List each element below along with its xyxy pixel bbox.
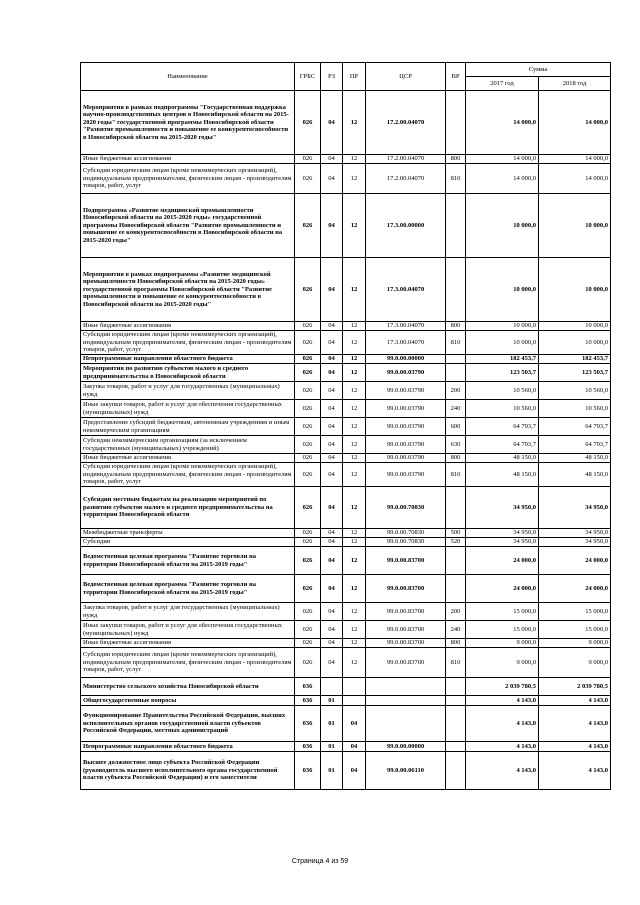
row-csr: 99.0.00.83700 [366,648,446,678]
row-rz: 04 [321,487,343,529]
table-row [81,648,611,678]
row-csr: 17.3.00.04070 [366,331,446,355]
row-csr: 99.0.00.83700 [366,547,446,575]
header-sum: Сумма [466,63,611,77]
table-row [81,322,611,331]
page-footer: Страница 4 из 59 [291,858,349,865]
row-sum-2017: 14 000,0 [466,155,539,164]
row-sum-2018: 48 150,0 [539,463,611,487]
table-row [81,706,611,742]
row-vr [446,487,466,529]
row-vr: 200 [446,603,466,621]
row-vr [446,678,466,696]
row-sum-2018: 34 950,0 [539,529,611,538]
row-csr: 99.0.00.00000 [366,355,446,364]
row-rz: 04 [321,258,343,322]
row-sum-2018: 15 000,0 [539,603,611,621]
row-vr: 520 [446,538,466,547]
row-rz: 04 [321,648,343,678]
row-vr [446,696,466,706]
row-vr [446,194,466,258]
row-pr: 12 [343,538,366,547]
row-name: Ведомственная целевая программа "Развитие торговли на территории Новосибирской области на 2015-2019 годы" [81,547,295,575]
row-sum-2017: 24 000,0 [466,575,539,603]
row-rz: 04 [321,436,343,454]
row-csr: 99.0.00.06110 [366,752,446,790]
row-vr: 810 [446,164,466,194]
row-vr: 800 [446,639,466,648]
row-name: Мероприятия в рамках подпрограммы «Развитие медицинской промышленности Новосибирской области на 2015-2020 годы» государственной программы Новосибирской области "Развитие промышленности и повышение ее конкурентоспособности в Новосибирской области на 2015-2020 годы" [81,258,295,322]
row-sum-2017: 10 000,0 [466,322,539,331]
table-row [81,575,611,603]
table-row [81,331,611,355]
row-grbs: 026 [295,258,321,322]
row-sum-2018: 10 560,0 [539,382,611,400]
row-sum-2018: 4 143,0 [539,742,611,752]
row-sum-2017: 34 950,0 [466,487,539,529]
row-rz: 04 [321,529,343,538]
row-grbs: 026 [295,621,321,639]
row-pr: 12 [343,487,366,529]
row-vr: 810 [446,463,466,487]
row-vr: 200 [446,382,466,400]
row-vr: 630 [446,436,466,454]
row-grbs: 026 [295,400,321,418]
row-pr [343,696,366,706]
row-name: Подпрограмма «Развитие медицинской промышленности Новосибирской области на 2015-2020 годы» государственной программы Новосибирской области "Развитие промышленности и повышение ее конкурентоспособности в Новосибирской области на 2015-2020 годы" [81,194,295,258]
row-name: Субсидии юридическим лицам (кроме некоммерческих организаций), индивидуальным предпринимателям, физическим лицам - производителям товаров, работ, услуг [81,648,295,678]
row-name: Субсидии юридическим лицам (кроме некоммерческих организаций), индивидуальным предпринимателям, физическим лицам - производителям товаров, работ, услуг [81,331,295,355]
header-grbs: ГРБС [295,63,321,91]
row-csr: 99.0.00.03790 [366,382,446,400]
row-sum-2017: 24 000,0 [466,547,539,575]
row-rz: 04 [321,91,343,155]
row-name: Общегосударственные вопросы [81,696,295,706]
row-vr [446,258,466,322]
row-name: Закупка товаров, работ и услуг для государственных (муниципальных) нужд [81,603,295,621]
row-vr: 500 [446,529,466,538]
row-vr [446,355,466,364]
row-pr: 12 [343,91,366,155]
row-sum-2017: 182 453,7 [466,355,539,364]
row-csr [366,696,446,706]
row-rz: 01 [321,706,343,742]
row-pr: 12 [343,382,366,400]
row-sum-2017: 48 150,0 [466,463,539,487]
row-vr [446,547,466,575]
row-sum-2017: 10 560,0 [466,400,539,418]
row-name: Субсидии местным бюджетам на реализацию мероприятий по развитию субъектов малого и среднего предпринимательства на территории Новосибирской области [81,487,295,529]
row-grbs: 026 [295,91,321,155]
header-name: Наименование [81,63,295,91]
row-sum-2017: 10 000,0 [466,331,539,355]
row-grbs: 026 [295,603,321,621]
row-sum-2018: 10 560,0 [539,400,611,418]
row-rz: 01 [321,742,343,752]
row-csr: 99.0.00.83700 [366,603,446,621]
row-rz: 04 [321,382,343,400]
row-pr: 04 [343,706,366,742]
row-pr: 12 [343,418,366,436]
row-sum-2018: 14 000,0 [539,155,611,164]
row-grbs: 026 [295,331,321,355]
table-row [81,400,611,418]
row-sum-2017: 10 000,0 [466,194,539,258]
row-grbs: 026 [295,538,321,547]
row-rz: 04 [321,155,343,164]
row-csr: 99.0.00.03790 [366,436,446,454]
row-sum-2017: 15 000,0 [466,603,539,621]
row-name: Высшее должностное лицо субъекта Российской Федерации (руководитель высшего исполнительного органа государственной власти субъекта Российской Федерации) и его заместители [81,752,295,790]
row-vr: 240 [446,621,466,639]
table-row [81,547,611,575]
row-sum-2018: 10 000,0 [539,331,611,355]
row-rz: 01 [321,752,343,790]
row-csr: 17.3.00.00000 [366,194,446,258]
row-name: Иные бюджетные ассигнования [81,454,295,463]
row-vr: 600 [446,418,466,436]
row-vr [446,742,466,752]
row-grbs: 026 [295,639,321,648]
row-vr [446,706,466,742]
table-row [81,463,611,487]
row-grbs: 026 [295,648,321,678]
row-sum-2018: 123 503,7 [539,364,611,382]
row-grbs: 026 [295,355,321,364]
row-rz: 04 [321,164,343,194]
row-sum-2017: 10 560,0 [466,382,539,400]
row-pr: 12 [343,194,366,258]
row-sum-2017: 10 000,0 [466,258,539,322]
row-pr: 12 [343,621,366,639]
row-csr: 99.0.00.83700 [366,575,446,603]
row-name: Субсидии некоммерческим организациям (за исключением государственных (муниципальных) учреждений) [81,436,295,454]
row-sum-2017: 64 793,7 [466,436,539,454]
row-sum-2017: 4 143,0 [466,752,539,790]
row-rz: 04 [321,639,343,648]
row-grbs: 026 [295,164,321,194]
row-rz [321,678,343,696]
row-sum-2017: 9 000,0 [466,648,539,678]
row-grbs: 026 [295,436,321,454]
row-rz: 04 [321,621,343,639]
row-sum-2018: 4 143,0 [539,706,611,742]
row-csr: 99.0.00.03790 [366,463,446,487]
row-rz: 04 [321,400,343,418]
row-name: Закупка товаров, работ и услуг для государственных (муниципальных) нужд [81,382,295,400]
row-sum-2018: 64 793,7 [539,418,611,436]
row-pr: 12 [343,322,366,331]
table-row [81,696,611,706]
row-sum-2017: 48 150,0 [466,454,539,463]
table-row [81,603,611,621]
row-csr: 17.2.00.04070 [366,91,446,155]
table-row [81,538,611,547]
row-grbs: 026 [295,382,321,400]
row-csr: 99.0.00.03790 [366,364,446,382]
row-csr: 17.3.00.04070 [366,322,446,331]
row-grbs: 026 [295,547,321,575]
row-sum-2017: 64 793,7 [466,418,539,436]
row-vr [446,364,466,382]
row-sum-2017: 4 143,0 [466,706,539,742]
row-grbs: 026 [295,194,321,258]
row-pr: 12 [343,575,366,603]
row-sum-2018: 9 000,0 [539,648,611,678]
row-rz: 04 [321,364,343,382]
row-sum-2018: 2 039 780,5 [539,678,611,696]
row-name: Субсидии [81,538,295,547]
row-grbs: 026 [295,487,321,529]
row-csr: 99.0.00.00000 [366,742,446,752]
row-grbs: 026 [295,463,321,487]
row-rz: 04 [321,463,343,487]
row-sum-2018: 48 150,0 [539,454,611,463]
row-name: Ведомственная целевая программа "Развитие торговли на территории Новосибирской области на 2015-2019 годы" [81,575,295,603]
row-vr: 810 [446,331,466,355]
header-csr: ЦСР [366,63,446,91]
row-csr: 99.0.00.03790 [366,454,446,463]
row-name: Субсидии юридическим лицам (кроме некоммерческих организаций), индивидуальным предпринимателям, физическим лицам - производителям товаров, работ, услуг [81,463,295,487]
row-pr: 12 [343,529,366,538]
table-row [81,621,611,639]
row-sum-2017: 14 000,0 [466,91,539,155]
row-pr: 12 [343,547,366,575]
row-sum-2018: 64 793,7 [539,436,611,454]
row-grbs: 036 [295,742,321,752]
row-vr [446,575,466,603]
row-sum-2018: 10 000,0 [539,258,611,322]
row-vr [446,91,466,155]
row-pr: 12 [343,155,366,164]
row-rz: 04 [321,322,343,331]
table-row [81,487,611,529]
header-year-2017: 2017 год [466,77,539,91]
table-row [81,454,611,463]
row-rz: 04 [321,418,343,436]
row-sum-2018: 182 453,7 [539,355,611,364]
table-row [81,382,611,400]
table-body [81,91,611,790]
row-grbs: 026 [295,454,321,463]
row-vr [446,752,466,790]
row-grbs: 026 [295,364,321,382]
row-name: Субсидии юридическим лицам (кроме некоммерческих организаций), индивидуальным предпринимателям, физическим лицам - производителям товаров, работ, услуг [81,164,295,194]
row-sum-2018: 34 950,0 [539,538,611,547]
row-csr [366,678,446,696]
row-name: Иные закупки товаров, работ и услуг для обеспечения государственных (муниципальных) нужд [81,621,295,639]
row-grbs: 026 [295,322,321,331]
row-csr: 17.3.00.04070 [366,258,446,322]
row-rz: 04 [321,331,343,355]
row-sum-2018: 24 000,0 [539,547,611,575]
row-sum-2017: 2 039 780,5 [466,678,539,696]
row-csr: 99.0.00.03790 [366,400,446,418]
row-pr: 12 [343,364,366,382]
table-row [81,194,611,258]
row-name: Межбюджетные трансферты [81,529,295,538]
row-vr: 810 [446,648,466,678]
row-pr: 04 [343,742,366,752]
table-row [81,418,611,436]
row-pr: 12 [343,355,366,364]
table-row [81,639,611,648]
row-csr: 99.0.00.03790 [366,418,446,436]
row-csr: 99.0.00.70830 [366,487,446,529]
row-rz: 04 [321,603,343,621]
row-grbs: 026 [295,529,321,538]
row-pr: 12 [343,164,366,194]
row-name: Министерство сельского хозяйства Новосибирской области [81,678,295,696]
row-grbs: 036 [295,678,321,696]
row-sum-2018: 4 143,0 [539,752,611,790]
table-row [81,678,611,696]
table-row [81,164,611,194]
row-grbs: 036 [295,696,321,706]
row-csr: 17.2.00.04070 [366,164,446,194]
table-row [81,364,611,382]
table-row [81,155,611,164]
row-rz: 04 [321,547,343,575]
row-sum-2017: 34 950,0 [466,538,539,547]
row-sum-2017: 123 503,7 [466,364,539,382]
row-name: Иные бюджетные ассигнования [81,155,295,164]
row-vr: 800 [446,155,466,164]
table-row [81,742,611,752]
row-rz: 04 [321,575,343,603]
row-csr: 17.2.00.04070 [366,155,446,164]
row-rz: 04 [321,194,343,258]
header-year-2018: 2018 год [539,77,611,91]
row-sum-2017: 4 143,0 [466,742,539,752]
row-sum-2017: 34 950,0 [466,529,539,538]
row-pr: 12 [343,400,366,418]
header-vr: ВР [446,63,466,91]
row-csr: 99.0.00.83700 [366,621,446,639]
row-vr: 240 [446,400,466,418]
row-grbs: 036 [295,752,321,790]
row-sum-2018: 15 000,0 [539,621,611,639]
row-csr: 99.0.00.70830 [366,529,446,538]
row-pr [343,678,366,696]
row-csr: 99.0.00.70830 [366,538,446,547]
budget-table [80,62,611,790]
row-name: Функционирование Правительства Российской Федерации, высших исполнительных органов государственной власти субъектов Российской Федерации, местных администраций [81,706,295,742]
row-rz: 04 [321,454,343,463]
row-pr: 12 [343,454,366,463]
table-row [81,752,611,790]
row-sum-2017: 9 000,0 [466,639,539,648]
row-pr: 12 [343,258,366,322]
row-csr: 99.0.00.83700 [366,639,446,648]
row-grbs: 026 [295,418,321,436]
row-pr: 12 [343,463,366,487]
row-rz: 01 [321,696,343,706]
row-sum-2017: 4 143,0 [466,696,539,706]
table-row [81,529,611,538]
row-sum-2018: 10 000,0 [539,194,611,258]
row-sum-2018: 10 000,0 [539,322,611,331]
row-sum-2018: 14 000,0 [539,91,611,155]
row-grbs: 026 [295,575,321,603]
row-name: Непрограммные направления областного бюджета [81,355,295,364]
row-pr: 12 [343,603,366,621]
row-vr: 800 [446,454,466,463]
table-row [81,436,611,454]
row-name: Непрограммные направления областного бюджета [81,742,295,752]
row-name: Иные закупки товаров, работ и услуг для обеспечения государственных (муниципальных) нужд [81,400,295,418]
row-grbs: 036 [295,706,321,742]
row-name: Предоставление субсидий бюджетным, автономным учреждениям и иным некоммерческим организациям [81,418,295,436]
table-row [81,258,611,322]
row-pr: 04 [343,752,366,790]
row-pr: 12 [343,648,366,678]
row-sum-2018: 9 000,0 [539,639,611,648]
table-row [81,355,611,364]
row-name: Мероприятия в рамках подпрограммы "Государственная поддержка научно-производственных центров в Новосибирской области на 2015-2020 годы" государственной программы Новосибирской области "Развитие промышленности и повышение ее конкурентоспособности в Новосибирской области на 2015-2020 годы" [81,91,295,155]
row-sum-2018: 4 143,0 [539,696,611,706]
row-vr: 800 [446,322,466,331]
header-rz: РЗ [321,63,343,91]
row-sum-2017: 15 000,0 [466,621,539,639]
row-pr: 12 [343,331,366,355]
row-grbs: 026 [295,155,321,164]
row-name: Иные бюджетные ассигнования [81,639,295,648]
row-name: Мероприятия по развитию субъектов малого и среднего предпринимательства в Новосибирской области [81,364,295,382]
row-pr: 12 [343,436,366,454]
table-header [81,63,611,91]
row-rz: 04 [321,538,343,547]
row-sum-2017: 14 000,0 [466,164,539,194]
row-rz: 04 [321,355,343,364]
row-sum-2018: 14 000,0 [539,164,611,194]
table-row [81,91,611,155]
row-csr [366,706,446,742]
row-pr: 12 [343,639,366,648]
row-sum-2018: 24 000,0 [539,575,611,603]
row-sum-2018: 34 950,0 [539,487,611,529]
row-name: Иные бюджетные ассигнования [81,322,295,331]
header-pr: ПР [343,63,366,91]
